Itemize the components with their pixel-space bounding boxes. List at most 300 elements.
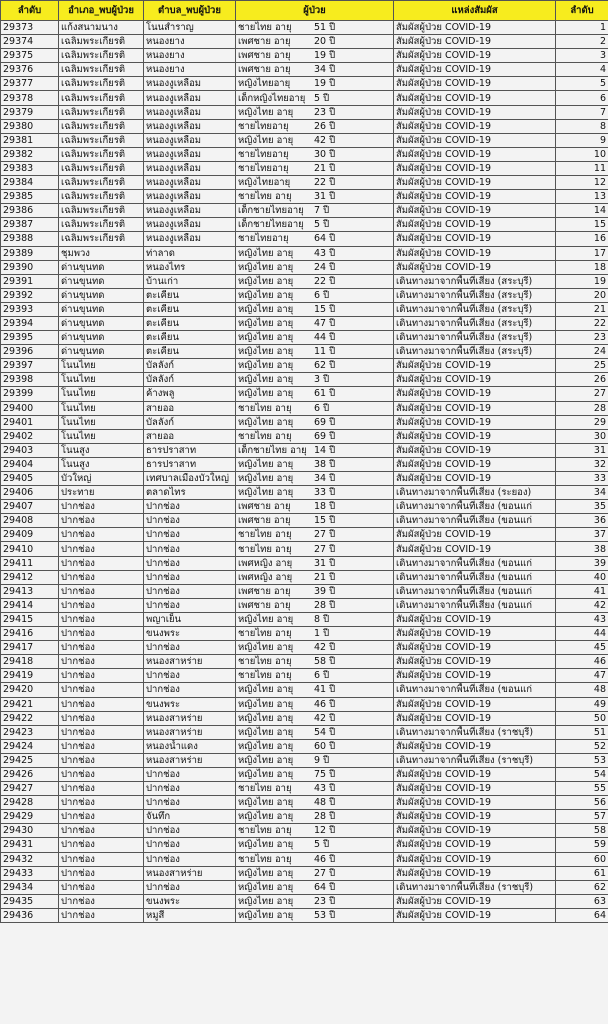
cell-index: 37: [556, 528, 608, 542]
table-row: [1, 147, 608, 161]
table-row: [1, 725, 608, 739]
patient-age: 15 ปี: [314, 303, 336, 315]
cell-index: 34: [556, 486, 608, 500]
cell-district: เฉลิมพระเกียรติ: [59, 105, 144, 119]
cell-exposure-source: สัมผัสผู้ป่วย COVID-19: [394, 359, 556, 373]
cell-case-number: 29394: [1, 316, 59, 330]
patient-description: หญิงไทย อายุ: [238, 769, 294, 781]
cell-index: 5: [556, 77, 608, 91]
patient-description: ชายไทยอายุ: [238, 162, 289, 174]
patient-description: เพศชาย อายุ: [238, 515, 291, 527]
cell-exposure-source: สัมผัสผู้ป่วย COVID-19: [394, 612, 556, 626]
patient-age: 20 ปี: [314, 36, 336, 48]
cell-exposure-source: สัมผัสผู้ป่วย COVID-19: [394, 49, 556, 63]
cell-patient: [236, 641, 394, 655]
cell-district: บัวใหญ่: [59, 472, 144, 486]
table-row: [1, 105, 608, 119]
cell-case-number: 29401: [1, 415, 59, 429]
patient-description: หญิงไทย อายุ: [238, 839, 294, 851]
patient-description: ชายไทยอายุ: [238, 120, 289, 132]
patient-age: 19 ปี: [314, 78, 336, 90]
cell-patient: [236, 21, 394, 35]
cell-case-number: 29381: [1, 133, 59, 147]
cell-subdistrict: ปากช่อง: [144, 669, 236, 683]
cell-case-number: 29422: [1, 711, 59, 725]
patient-description: หญิงไทย อายุ: [238, 684, 294, 696]
table-row: [1, 838, 608, 852]
cell-district: ปากช่อง: [59, 528, 144, 542]
cell-exposure-source: สัมผัสผู้ป่วย COVID-19: [394, 35, 556, 49]
cell-exposure-source: สัมผัสผู้ป่วย COVID-19: [394, 105, 556, 119]
cell-subdistrict: ปากช่อง: [144, 796, 236, 810]
cell-case-number: 29383: [1, 161, 59, 175]
table-row: [1, 218, 608, 232]
cell-index: 21: [556, 302, 608, 316]
cell-index: 17: [556, 246, 608, 260]
table-row: [1, 443, 608, 457]
header-index: ลำดับ: [556, 1, 608, 21]
table-row: [1, 894, 608, 908]
cell-district: ปากช่อง: [59, 570, 144, 584]
patient-description: หญิงไทย อายุ: [238, 797, 294, 809]
patient-age: 5 ปี: [314, 219, 330, 231]
cell-index: 25: [556, 359, 608, 373]
cell-case-number: 29413: [1, 584, 59, 598]
cell-case-number: 29402: [1, 429, 59, 443]
cell-subdistrict: หนองงูเหลือม: [144, 91, 236, 105]
patient-age: 39 ปี: [314, 585, 336, 597]
cell-subdistrict: หนองไทร: [144, 260, 236, 274]
patient-age: 69 ปี: [314, 416, 336, 428]
table-row: [1, 556, 608, 570]
table-row: [1, 429, 608, 443]
cell-exposure-source: เดินทางมาจากพื้นที่เสี่ยง (สระบุรี): [394, 316, 556, 330]
patient-description: หญิงไทย อายุ: [238, 712, 294, 724]
table-row: [1, 133, 608, 147]
cell-district: เฉลิมพระเกียรติ: [59, 218, 144, 232]
cell-exposure-source: เดินทางมาจากพื้นที่เสี่ยง (ราชบุรี): [394, 753, 556, 767]
patient-age: 28 ปี: [314, 811, 336, 823]
cell-index: 35: [556, 500, 608, 514]
patient-age: 43 ปี: [314, 783, 336, 795]
cell-district: โนนไทย: [59, 373, 144, 387]
table-row: [1, 472, 608, 486]
cell-subdistrict: พญาเย็น: [144, 612, 236, 626]
cell-exposure-source: สัมผัสผู้ป่วย COVID-19: [394, 373, 556, 387]
cell-case-number: 29377: [1, 77, 59, 91]
cell-subdistrict: หนองงูเหลือม: [144, 119, 236, 133]
cell-subdistrict: ตะเคียน: [144, 331, 236, 345]
cell-district: ปากช่อง: [59, 796, 144, 810]
table-row: [1, 119, 608, 133]
cell-district: ปากช่อง: [59, 810, 144, 824]
cell-subdistrict: ตะเคียน: [144, 288, 236, 302]
table-row: [1, 21, 608, 35]
table-row: [1, 486, 608, 500]
cell-case-number: 29430: [1, 824, 59, 838]
cell-district: ด่านขุนทด: [59, 331, 144, 345]
cell-index: 24: [556, 345, 608, 359]
cell-index: 33: [556, 472, 608, 486]
cell-subdistrict: จันทึก: [144, 810, 236, 824]
cell-district: ปากช่อง: [59, 556, 144, 570]
cell-subdistrict: ตลาดไทร: [144, 486, 236, 500]
cell-case-number: 29404: [1, 457, 59, 471]
cell-subdistrict: ปากช่อง: [144, 838, 236, 852]
cell-index: 58: [556, 824, 608, 838]
cell-index: 18: [556, 260, 608, 274]
cell-index: 53: [556, 753, 608, 767]
cell-patient: [236, 246, 394, 260]
cell-patient: [236, 500, 394, 514]
cell-exposure-source: สัมผัสผู้ป่วย COVID-19: [394, 457, 556, 471]
cell-index: 20: [556, 288, 608, 302]
patient-age: 51 ปี: [314, 22, 336, 34]
cell-patient: [236, 908, 394, 922]
cell-exposure-source: สัมผัสผู้ป่วย COVID-19: [394, 429, 556, 443]
table-row: [1, 767, 608, 781]
cell-patient: [236, 894, 394, 908]
cell-subdistrict: ขนงพระ: [144, 894, 236, 908]
patient-description: เพศชาย อายุ: [238, 36, 291, 48]
cell-patient: [236, 204, 394, 218]
cell-subdistrict: ปากช่อง: [144, 584, 236, 598]
cell-case-number: 29406: [1, 486, 59, 500]
cell-subdistrict: หนองงูเหลือม: [144, 77, 236, 91]
cell-patient: [236, 655, 394, 669]
cell-exposure-source: สัมผัสผู้ป่วย COVID-19: [394, 387, 556, 401]
cell-exposure-source: สัมผัสผู้ป่วย COVID-19: [394, 767, 556, 781]
cell-patient: [236, 91, 394, 105]
cell-subdistrict: หนองสาหร่าย: [144, 753, 236, 767]
cell-exposure-source: สัมผัสผู้ป่วย COVID-19: [394, 528, 556, 542]
cell-exposure-source: สัมผัสผู้ป่วย COVID-19: [394, 838, 556, 852]
patient-description: หญิงไทยอายุ: [238, 78, 291, 90]
cell-index: 23: [556, 331, 608, 345]
cell-index: 8: [556, 119, 608, 133]
cell-patient: [236, 105, 394, 119]
cell-subdistrict: สายออ: [144, 401, 236, 415]
cell-case-number: 29432: [1, 852, 59, 866]
cell-patient: [236, 556, 394, 570]
cell-exposure-source: สัมผัสผู้ป่วย COVID-19: [394, 246, 556, 260]
cell-index: 2: [556, 35, 608, 49]
cell-case-number: 29416: [1, 627, 59, 641]
table-row: [1, 711, 608, 725]
cell-district: เฉลิมพระเกียรติ: [59, 232, 144, 246]
patient-description: หญิงไทย อายุ: [238, 473, 294, 485]
cell-case-number: 29412: [1, 570, 59, 584]
cell-index: 39: [556, 556, 608, 570]
cell-case-number: 29428: [1, 796, 59, 810]
cell-district: ปากช่อง: [59, 908, 144, 922]
patient-age: 41 ปี: [314, 684, 336, 696]
cell-district: ปากช่อง: [59, 767, 144, 781]
cell-case-number: 29378: [1, 91, 59, 105]
patient-description: หญิงไทย อายุ: [238, 613, 294, 625]
patient-age: 8 ปี: [314, 613, 330, 625]
cell-exposure-source: สัมผัสผู้ป่วย COVID-19: [394, 218, 556, 232]
cell-district: โนนไทย: [59, 429, 144, 443]
table-row: [1, 908, 608, 922]
cell-patient: [236, 387, 394, 401]
cell-index: 44: [556, 627, 608, 641]
cell-case-number: 29397: [1, 359, 59, 373]
table-row: [1, 824, 608, 838]
table-row: [1, 415, 608, 429]
patient-description: ชายไทย อายุ: [238, 670, 292, 682]
table-row: [1, 274, 608, 288]
cell-patient: [236, 260, 394, 274]
patient-age: 6 ปี: [314, 670, 330, 682]
table-row: [1, 457, 608, 471]
patient-age: 6 ปี: [314, 402, 330, 414]
cell-index: 4: [556, 63, 608, 77]
cell-case-number: 29374: [1, 35, 59, 49]
cell-subdistrict: หนองยาง: [144, 63, 236, 77]
cell-district: เฉลิมพระเกียรติ: [59, 204, 144, 218]
table-row: [1, 782, 608, 796]
cell-subdistrict: บัลลังก์: [144, 359, 236, 373]
patient-age: 60 ปี: [314, 740, 336, 752]
table-row: [1, 190, 608, 204]
cell-index: 49: [556, 697, 608, 711]
patient-description: หญิงไทย อายุ: [238, 134, 294, 146]
cell-case-number: 29415: [1, 612, 59, 626]
cell-exposure-source: สัมผัสผู้ป่วย COVID-19: [394, 190, 556, 204]
cell-subdistrict: ปากช่อง: [144, 683, 236, 697]
cell-district: เฉลิมพระเกียรติ: [59, 119, 144, 133]
patient-description: ชายไทย อายุ: [238, 191, 292, 203]
cell-index: 61: [556, 866, 608, 880]
cell-case-number: 29373: [1, 21, 59, 35]
patient-description: หญิงไทย อายุ: [238, 740, 294, 752]
table-row: [1, 260, 608, 274]
cell-subdistrict: ตะเคียน: [144, 316, 236, 330]
cell-district: ปากช่อง: [59, 782, 144, 796]
cell-subdistrict: ขนงพระ: [144, 627, 236, 641]
cell-subdistrict: ค้างพลู: [144, 387, 236, 401]
cell-patient: [236, 345, 394, 359]
cell-case-number: 29435: [1, 894, 59, 908]
cell-patient: [236, 161, 394, 175]
table-row: [1, 641, 608, 655]
cell-patient: [236, 232, 394, 246]
cell-case-number: 29434: [1, 880, 59, 894]
cell-subdistrict: ปากช่อง: [144, 641, 236, 655]
cell-district: ปากช่อง: [59, 669, 144, 683]
table-row: [1, 810, 608, 824]
cell-district: เฉลิมพระเกียรติ: [59, 35, 144, 49]
cell-district: เฉลิมพระเกียรติ: [59, 147, 144, 161]
patient-description: เพศชาย อายุ: [238, 64, 291, 76]
patient-age: 22 ปี: [314, 275, 336, 287]
cell-patient: [236, 35, 394, 49]
cell-district: ปากช่อง: [59, 711, 144, 725]
patient-description: เพศชาย อายุ: [238, 585, 291, 597]
cell-district: เฉลิมพระเกียรติ: [59, 133, 144, 147]
cell-patient: [236, 331, 394, 345]
patient-age: 61 ปี: [314, 388, 336, 400]
table-row: [1, 655, 608, 669]
patient-age: 14 ปี: [314, 444, 336, 456]
table-row: [1, 246, 608, 260]
table-row: [1, 542, 608, 556]
table-row: [1, 570, 608, 584]
patient-age: 11 ปี: [314, 346, 336, 358]
table-row: [1, 500, 608, 514]
cell-subdistrict: หนองงูเหลือม: [144, 190, 236, 204]
cell-index: 27: [556, 387, 608, 401]
table-row: [1, 796, 608, 810]
cell-index: 38: [556, 542, 608, 556]
cell-subdistrict: บ้านเก่า: [144, 274, 236, 288]
patient-description: เพศชาย อายุ: [238, 50, 291, 62]
cell-subdistrict: หมูสี: [144, 908, 236, 922]
cell-district: ปากช่อง: [59, 612, 144, 626]
table-row: [1, 232, 608, 246]
cell-exposure-source: สัมผัสผู้ป่วย COVID-19: [394, 739, 556, 753]
cell-district: โนนสูง: [59, 457, 144, 471]
header-patient: ผู้ป่วย: [236, 1, 394, 21]
cell-exposure-source: สัมผัสผู้ป่วย COVID-19: [394, 133, 556, 147]
table-row: [1, 49, 608, 63]
cell-patient: [236, 683, 394, 697]
cell-index: 6: [556, 91, 608, 105]
table-row: [1, 528, 608, 542]
patient-description: ชายไทยอายุ: [238, 148, 289, 160]
patient-description: หญิงไทย อายุ: [238, 275, 294, 287]
cell-patient: [236, 697, 394, 711]
cell-index: 29: [556, 415, 608, 429]
patient-age: 42 ปี: [314, 134, 336, 146]
cell-index: 41: [556, 584, 608, 598]
patient-description: ชายไทย อายุ: [238, 543, 292, 555]
cell-exposure-source: เดินทางมาจากพื้นที่เสี่ยง (สระบุรี): [394, 302, 556, 316]
cell-subdistrict: หนองสาหร่าย: [144, 725, 236, 739]
patient-description: หญิงไทย อายุ: [238, 261, 294, 273]
cell-index: 3: [556, 49, 608, 63]
cell-case-number: 29382: [1, 147, 59, 161]
patient-age: 58 ปี: [314, 656, 336, 668]
patient-age: 53 ปี: [314, 909, 336, 921]
cell-patient: [236, 49, 394, 63]
cell-district: ประทาย: [59, 486, 144, 500]
cell-exposure-source: สัมผัสผู้ป่วย COVID-19: [394, 866, 556, 880]
patient-description: ชายไทย อายุ: [238, 22, 292, 34]
cell-subdistrict: หนองยาง: [144, 49, 236, 63]
cell-exposure-source: เดินทางมาจากพื้นที่เสี่ยง (สระบุรี): [394, 345, 556, 359]
patient-description: หญิงไทย อายุ: [238, 881, 294, 893]
cell-subdistrict: บัลลังก์: [144, 373, 236, 387]
cell-exposure-source: สัมผัสผู้ป่วย COVID-19: [394, 782, 556, 796]
cell-exposure-source: เดินทางมาจากพื้นที่เสี่ยง (ขอนแก่: [394, 514, 556, 528]
cell-subdistrict: หนองน้ำแดง: [144, 739, 236, 753]
table-body: [1, 21, 608, 923]
cell-index: 31: [556, 443, 608, 457]
cell-exposure-source: เดินทางมาจากพื้นที่เสี่ยง (สระบุรี): [394, 288, 556, 302]
cell-exposure-source: เดินทางมาจากพื้นที่เสี่ยง (สระบุรี): [394, 331, 556, 345]
cell-exposure-source: สัมผัสผู้ป่วย COVID-19: [394, 176, 556, 190]
cell-subdistrict: ธารปราสาท: [144, 457, 236, 471]
patient-description: หญิงไทย อายุ: [238, 726, 294, 738]
table-row: [1, 584, 608, 598]
cell-district: แก้งสนามนาง: [59, 21, 144, 35]
cell-case-number: 29400: [1, 401, 59, 415]
cell-case-number: 29392: [1, 288, 59, 302]
cell-index: 19: [556, 274, 608, 288]
table-row: [1, 345, 608, 359]
cell-patient: [236, 782, 394, 796]
cell-index: 60: [556, 852, 608, 866]
table-row: [1, 35, 608, 49]
table-row: [1, 161, 608, 175]
patient-age: 31 ปี: [314, 557, 336, 569]
cell-case-number: 29414: [1, 598, 59, 612]
patient-description: หญิงไทย อายุ: [238, 106, 294, 118]
patient-age: 30 ปี: [314, 148, 336, 160]
patient-description: หญิงไทย อายุ: [238, 487, 294, 499]
cell-patient: [236, 711, 394, 725]
cell-index: 45: [556, 641, 608, 655]
patient-description: หญิงไทย อายุ: [238, 388, 294, 400]
patient-age: 62 ปี: [314, 360, 336, 372]
cell-subdistrict: หนองงูเหลือม: [144, 105, 236, 119]
cell-patient: [236, 457, 394, 471]
patient-description: หญิงไทย อายุ: [238, 754, 294, 766]
patient-description: เด็กชายไทยอายุ: [238, 219, 304, 231]
cell-patient: [236, 302, 394, 316]
cell-patient: [236, 218, 394, 232]
patient-age: 19 ปี: [314, 50, 336, 62]
cell-patient: [236, 316, 394, 330]
patient-age: 3 ปี: [314, 374, 330, 386]
patient-age: 23 ปี: [314, 106, 336, 118]
patient-description: ชายไทย อายุ: [238, 529, 292, 541]
cell-exposure-source: สัมผัสผู้ป่วย COVID-19: [394, 542, 556, 556]
patient-age: 27 ปี: [314, 867, 336, 879]
cell-patient: [236, 176, 394, 190]
cell-index: 36: [556, 514, 608, 528]
cell-exposure-source: สัมผัสผู้ป่วย COVID-19: [394, 810, 556, 824]
cell-exposure-source: เดินทางมาจากพื้นที่เสี่ยง (ราชบุรี): [394, 880, 556, 894]
cell-index: 48: [556, 683, 608, 697]
patient-age: 1 ปี: [314, 628, 330, 640]
cell-patient: [236, 359, 394, 373]
cell-district: ปากช่อง: [59, 584, 144, 598]
patient-description: หญิงไทย อายุ: [238, 303, 294, 315]
table-row: [1, 401, 608, 415]
cell-patient: [236, 810, 394, 824]
cell-index: 46: [556, 655, 608, 669]
cell-exposure-source: สัมผัสผู้ป่วย COVID-19: [394, 443, 556, 457]
cell-case-number: 29426: [1, 767, 59, 781]
cell-case-number: 29431: [1, 838, 59, 852]
table-row: [1, 387, 608, 401]
patient-description: หญิงไทย อายุ: [238, 642, 294, 654]
patient-age: 15 ปี: [314, 515, 336, 527]
patient-description: ชายไทย อายุ: [238, 628, 292, 640]
cell-case-number: 29419: [1, 669, 59, 683]
cell-case-number: 29418: [1, 655, 59, 669]
patient-description: หญิงไทย อายุ: [238, 318, 294, 330]
cell-subdistrict: เทศบาลเมืองบัวใหญ่: [144, 472, 236, 486]
cell-case-number: 29427: [1, 782, 59, 796]
cell-exposure-source: สัมผัสผู้ป่วย COVID-19: [394, 401, 556, 415]
table-row: [1, 176, 608, 190]
cell-patient: [236, 880, 394, 894]
cell-index: 28: [556, 401, 608, 415]
